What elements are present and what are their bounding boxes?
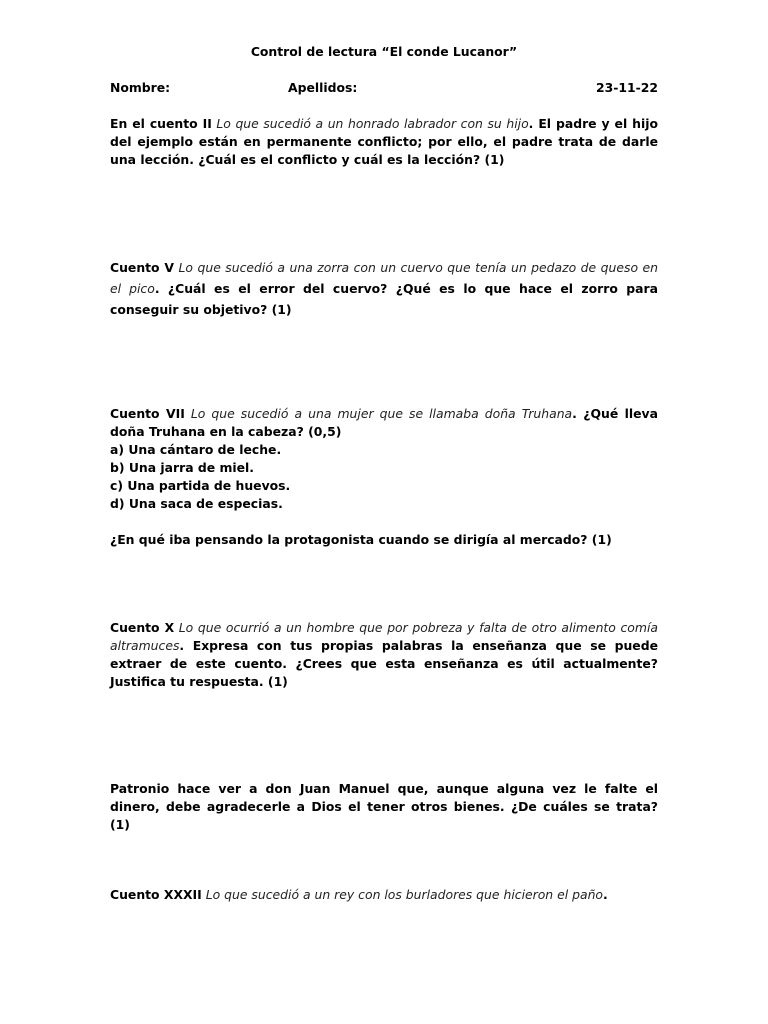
question-3-lead: Cuento VII [110,406,185,421]
question-2 [110,257,658,320]
nombre-label: Nombre: [110,80,171,95]
question-3-followup-text: ¿En qué iba pensando la protagonista cuando se dirigía al mercado? (1) [110,532,612,547]
question-3 [110,405,658,513]
date-text: 23-11-22 [595,80,658,95]
option-a: a) Una cántaro de leche. [110,442,282,457]
question-3-followup [110,531,658,549]
question-6-story-title: Lo que sucedió a un rey con los burladores que hicieron el paño [205,887,603,902]
question-3-text: . ¿Qué lleva doña Truhana en la cabeza? (0,5) [110,406,658,439]
question-4-story-title: Lo que ocurrió a un hombre que por pobreza y falta de otro alimento comía altramuces [110,620,658,653]
question-1 [110,115,658,169]
option-d: d) Una saca de especias. [110,496,283,511]
question-2-story-title: Lo que sucedió a una zorra con un cuervo que tenía un pedazo de queso en el pico [110,260,658,296]
question-4-lead: Cuento X [110,620,175,635]
question-1-text: . El padre y el hijo del ejemplo están en permanente conflicto; por ello, el padre trata de darle una lección. ¿Cuál es el conflicto y cuál es la lección? (1) [110,116,658,167]
option-b: b) Una jarra de miel. [110,460,255,475]
question-4 [110,619,658,691]
question-1-lead: En el cuento II [110,116,212,131]
question-1-story-title: Lo que sucedió a un honrado labrador con su hijo [216,116,529,131]
option-c: c) Una partida de huevos. [110,478,291,493]
question-2-lead: Cuento V [110,260,175,275]
question-6 [110,886,658,904]
question-5-text: Patronio hace ver a don Juan Manuel que, aunque alguna vez le falte el dinero, debe agradecerle a Dios el tener otros bienes. ¿De cuáles se trata? (1) [110,781,658,832]
apellidos-label: Apellidos: [288,80,358,95]
student-info-row [110,79,658,97]
question-2-text: . ¿Cuál es el error del cuervo? ¿Qué es lo que hace el zorro para conseguir su objetivo? (1) [110,281,658,317]
question-6-lead: Cuento XXXII [110,887,202,902]
question-4-text: . Expresa con tus propias palabras la enseñanza que se puede extraer de este cuento. ¿Crees que esta enseñanza es útil actualmente? Justifica tu respuesta. (1) [110,638,658,689]
question-3-story-title: Lo que sucedió a una mujer que se llamaba doña Truhana [190,406,573,421]
question-5 [110,780,658,834]
page-title: Control de lectura “El conde Lucanor” [250,44,518,59]
question-6-text: . [603,887,608,902]
